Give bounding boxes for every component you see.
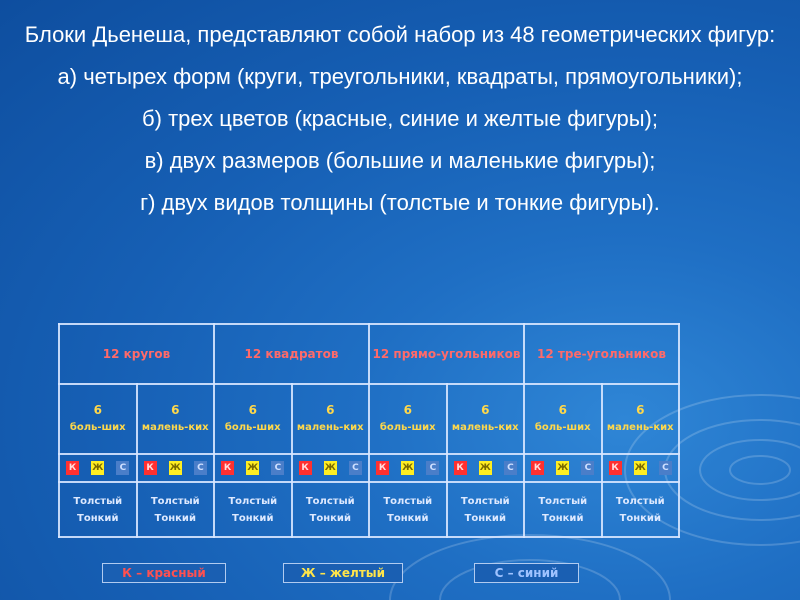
legend-red: К – красный (102, 563, 226, 583)
paragraph-title: Блоки Дьенеша, представляют собой набор из 48 геометрических фигур: (24, 22, 776, 47)
size-big: 6 боль-ших (369, 384, 447, 454)
thickness-cell: Толстый Тонкий (447, 482, 525, 537)
color-swatches: К Ж С (137, 454, 215, 482)
thickness-cell: Толстый Тонкий (524, 482, 602, 537)
header-circles: 12 кругов (59, 324, 214, 384)
size-small: 6 малень-ких (447, 384, 525, 454)
size-small: 6 малень-ких (137, 384, 215, 454)
size-small: 6 малень-ких (292, 384, 370, 454)
header-rectangles: 12 прямо-угольников (369, 324, 524, 384)
size-big: 6 боль-ших (59, 384, 137, 454)
thickness-cell: Толстый Тонкий (602, 482, 680, 537)
paragraph-colors: б) трех цветов (красные, синие и желтые фигуры); (142, 106, 658, 131)
header-squares: 12 квадратов (214, 324, 369, 384)
header-triangles: 12 тре-угольников (524, 324, 679, 384)
intro-text (20, 20, 780, 230)
color-swatches: К Ж С (524, 454, 602, 482)
thickness-cell: Толстый Тонкий (369, 482, 447, 537)
legend-blue: С – синий (474, 563, 579, 583)
thickness-cell: Толстый Тонкий (214, 482, 292, 537)
paragraph-thickness: г) двух видов толщины (толстые и тонкие фигуры). (140, 190, 660, 215)
thickness-cell: Толстый Тонкий (59, 482, 137, 537)
color-swatches: К Ж С (447, 454, 525, 482)
thickness-cell: Толстый Тонкий (137, 482, 215, 537)
color-swatches: К Ж С (292, 454, 370, 482)
size-big: 6 боль-ших (524, 384, 602, 454)
blocks-classification-table (58, 323, 680, 536)
paragraph-forms: а) четырех форм (круги, треугольники, квадраты, прямоугольники); (57, 64, 743, 89)
color-swatches: К Ж С (602, 454, 680, 482)
size-small: 6 малень-ких (602, 384, 680, 454)
paragraph-sizes: в) двух размеров (большие и маленькие фигуры); (144, 148, 656, 173)
color-swatches: К Ж С (214, 454, 292, 482)
thickness-cell: Толстый Тонкий (292, 482, 370, 537)
size-big: 6 боль-ших (214, 384, 292, 454)
color-swatches: К Ж С (59, 454, 137, 482)
color-swatches: К Ж С (369, 454, 447, 482)
legend-yellow: Ж – желтый (283, 563, 403, 583)
